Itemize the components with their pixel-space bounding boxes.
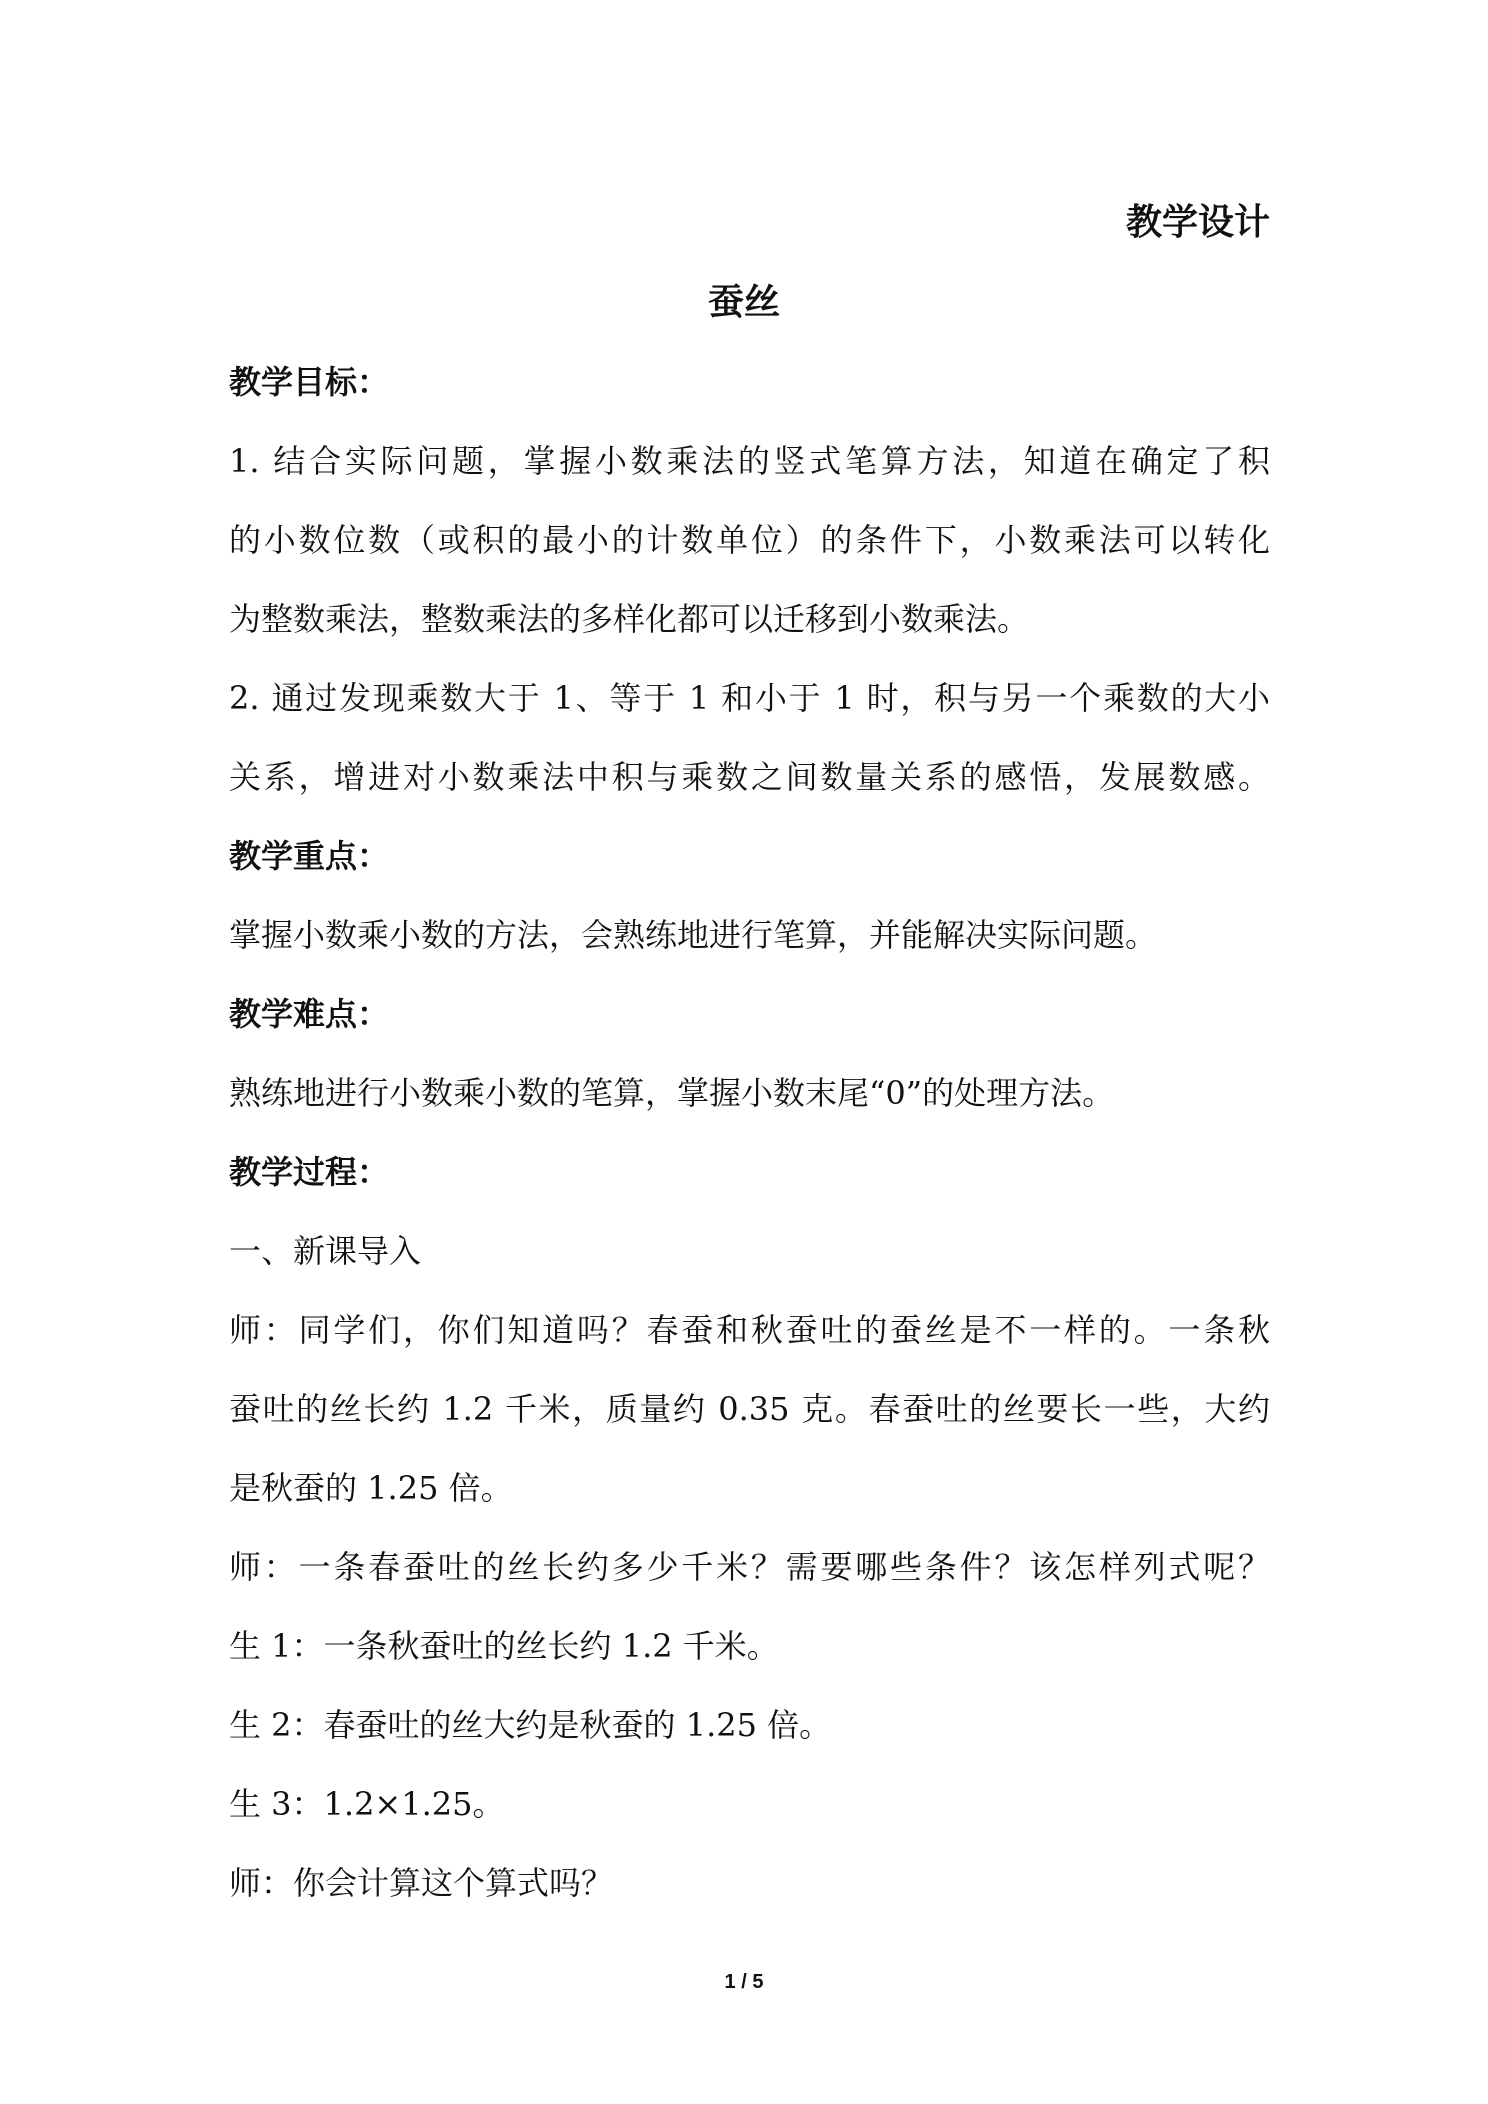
paragraph-line: 蚕吐的丝长约 1.2 千米，质量约 0.35 克。春蚕吐的丝要长一些，大约: [229, 1390, 1270, 1428]
section-heading: 教学过程：: [229, 1153, 390, 1191]
paragraph-line: 熟练地进行小数乘小数的笔算，掌握小数末尾“0”的处理方法。: [229, 1074, 1115, 1112]
lesson-title: 蚕丝: [707, 281, 780, 323]
paragraph-line: 是秋蚕的 1.25 倍。: [229, 1469, 513, 1507]
document-body: [229, 352, 1270, 1932]
paragraph-line: 生 1：一条秋蚕吐的丝长约 1.2 千米。: [229, 1627, 779, 1665]
document-header-title: 教学设计: [1125, 201, 1270, 243]
paragraph-line: 生 3：1.2×1.25。: [229, 1785, 505, 1823]
paragraph-line: 2. 通过发现乘数大于 1、等于 1 和小于 1 时，积与另一个乘数的大小: [229, 679, 1270, 717]
paragraph-line: 为整数乘法，整数乘法的多样化都可以迁移到小数乘法。: [229, 600, 1030, 638]
paragraph-line: 1. 结合实际问题，掌握小数乘法的竖式笔算方法，知道在确定了积: [229, 442, 1270, 480]
page-number: 1 / 5: [724, 1971, 764, 1993]
section-heading: 教学重点：: [229, 837, 390, 875]
paragraph-line: 生 2：春蚕吐的丝大约是秋蚕的 1.25 倍。: [229, 1706, 832, 1744]
section-heading: 教学目标：: [229, 363, 390, 401]
paragraph-line: 一、新课导入: [229, 1232, 422, 1270]
paragraph-line: 师：你会计算这个算式吗？: [229, 1864, 614, 1902]
paragraph-line: 关系，增进对小数乘法中积与乘数之间数量关系的感悟，发展数感。: [229, 758, 1270, 796]
paragraph-line: 掌握小数乘小数的方法，会熟练地进行笔算，并能解决实际问题。: [229, 916, 1158, 954]
section-heading: 教学难点：: [229, 995, 390, 1033]
paragraph-line: 的小数位数（或积的最小的计数单位）的条件下，小数乘法可以转化: [229, 521, 1270, 559]
paragraph-line: 师：同学们，你们知道吗？春蚕和秋蚕吐的蚕丝是不一样的。一条秋: [229, 1311, 1270, 1349]
paragraph-line: 师：一条春蚕吐的丝长约多少千米？需要哪些条件？该怎样列式呢？: [229, 1548, 1270, 1586]
